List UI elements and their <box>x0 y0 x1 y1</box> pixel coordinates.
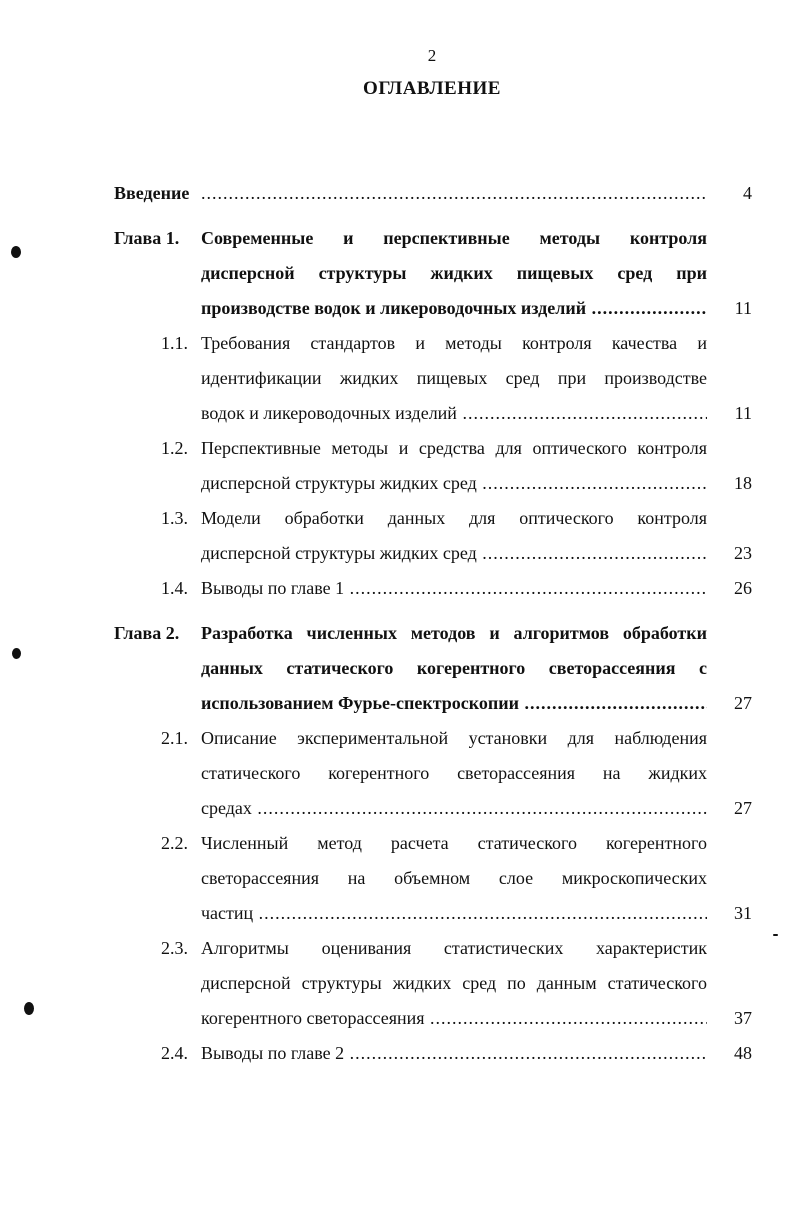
intro-label: Введение <box>114 183 190 203</box>
section-page: 26 <box>734 578 752 598</box>
chapter-title-line: использованием Фурье-спектроскопии ..... <box>201 686 707 721</box>
section-title-line: дисперсной структуры жидких сред ..... <box>201 536 707 571</box>
toc-section <box>0 826 799 931</box>
section-title-line: дисперсной структуры жидких сред ..... <box>201 466 707 501</box>
scan-speck <box>24 1002 34 1015</box>
scan-speck <box>11 246 21 258</box>
section-number: 1.3. <box>161 508 188 528</box>
toc-section <box>0 571 799 606</box>
page-title: ОГЛАВЛЕНИЕ <box>363 78 501 99</box>
section-title-line: дисперсной структуры жидких сред по данным статического <box>201 973 707 993</box>
chapter-title-line: дисперсной структуры жидких пищевых сред при <box>201 263 707 283</box>
section-title-line: когерентного светорассеяния ..... <box>201 1001 707 1036</box>
section-title-line: Выводы по главе 2 ..... <box>201 1036 707 1071</box>
chapter-title-line: Разработка численных методов и алгоритмов обработки <box>201 623 707 643</box>
chapter-page: 27 <box>734 693 752 713</box>
toc-chapter-1 <box>0 221 799 326</box>
toc-entry-intro <box>0 176 799 211</box>
section-page: 27 <box>734 798 752 818</box>
section-title-line: Требования стандартов и методы контроля качества и <box>201 333 707 353</box>
section-page: 18 <box>734 473 752 493</box>
section-title-line: частиц ..... <box>201 896 707 931</box>
page-number: 2 <box>427 46 437 65</box>
chapter-label: Глава 2. <box>114 623 180 643</box>
section-title-line: средах ..... <box>201 791 707 826</box>
section-number: 1.1. <box>161 333 188 353</box>
section-title-line: Выводы по главе 1 ..... <box>201 571 707 606</box>
section-title-line: светорассеяния на объемном слое микроскопических <box>201 868 707 888</box>
section-title-line: Алгоритмы оценивания статистических характеристик <box>201 938 707 958</box>
section-page: 11 <box>734 403 752 423</box>
chapter-title-line: данных статического когерентного светорассеяния с <box>201 658 707 678</box>
section-number: 1.2. <box>161 438 188 458</box>
section-number: 2.4. <box>161 1043 188 1063</box>
toc-chapter-2 <box>0 616 799 721</box>
section-title-line: идентификации жидких пищевых сред при производстве <box>201 368 707 388</box>
intro-page: 4 <box>743 183 752 203</box>
toc-section <box>0 326 799 431</box>
chapter-page: 11 <box>734 298 752 318</box>
chapter-title-line: Современные и перспективные методы контроля <box>201 228 707 248</box>
section-number: 2.3. <box>161 938 188 958</box>
section-page: 37 <box>734 1008 752 1028</box>
section-title-line: Модели обработки данных для оптического контроля <box>201 508 707 528</box>
chapter-label: Глава 1. <box>114 228 180 248</box>
section-number: 2.2. <box>161 833 188 853</box>
toc-section <box>0 1036 799 1071</box>
section-number: 1.4. <box>161 578 188 598</box>
toc-section <box>0 431 799 501</box>
section-page: 31 <box>734 903 752 923</box>
toc-section <box>0 931 799 1036</box>
section-title-line: Описание экспериментальной установки для наблюдения <box>201 728 707 748</box>
toc-section <box>0 721 799 826</box>
section-title-line: Численный метод расчета статического когерентного <box>201 833 707 853</box>
scan-speck <box>773 934 778 936</box>
table-of-contents <box>0 176 799 1071</box>
scan-speck <box>12 648 21 659</box>
section-page: 23 <box>734 543 752 563</box>
section-number: 2.1. <box>161 728 188 748</box>
toc-section <box>0 501 799 571</box>
section-page: 48 <box>734 1043 752 1063</box>
section-title-line: Перспективные методы и средства для оптического контроля <box>201 438 707 458</box>
section-title-line: водок и ликероводочных изделий ..... <box>201 396 707 431</box>
section-title-line: статического когерентного светорассеяния на жидких <box>201 763 707 783</box>
chapter-title-line: производстве водок и ликероводочных изделий ..... <box>201 291 707 326</box>
